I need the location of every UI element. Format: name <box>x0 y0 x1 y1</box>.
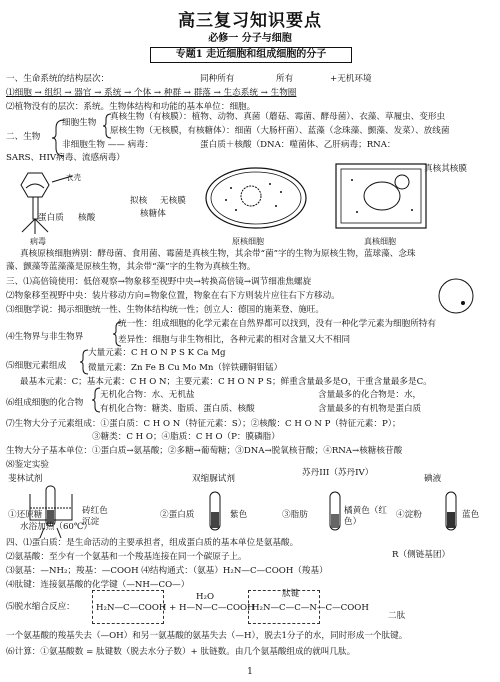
reagent-iodine: 碘液 <box>424 474 442 484</box>
label-no-membrane: 无核膜 <box>160 196 186 206</box>
virus-diagram <box>8 168 108 238</box>
image-moving: ⑵物象移至视野中央：装片移动方向=物象位置，物象在右下方则装片应往右下方移动。 <box>6 291 340 301</box>
living-nonliving: ⑷生物界与非生物界 <box>6 332 84 342</box>
label-environment: +无机环境 <box>330 74 372 84</box>
blue-result: 蓝色 <box>462 510 480 520</box>
label-same-species: 同种所有 <box>200 74 235 84</box>
field-of-view-diagram <box>436 276 476 316</box>
caption-eukaryote: 真核细胞 <box>364 237 396 246</box>
trace-elements: 微量元素：Zn Fe B Cu Mo Mn（锌铁硼铜钼锰） <box>88 363 283 373</box>
virus-examples: SARS、HIV病毒、流感病毒） <box>6 153 125 163</box>
eukaryote-line: 真核生物（有核膜）：植物、动物、真菌（蘑菇、霉菌、酵母菌）、衣藻、草履虫、变形虫 <box>110 112 446 122</box>
structural-formula: ⑶氨基：—NH₂；羧基：—COOH ⑷结构通式：（氨基）H₂N—C—COOH（羧基） <box>6 566 328 576</box>
unity-line: 统一性：组成细胞的化学元素在自然界都可以找到，没有一种化学元素为细胞所特有 <box>118 319 436 329</box>
inorganic-compounds: 无机化合物：水、无机盐 <box>100 390 195 400</box>
sugar-lipid-elements: ③糖类：C H O；④脂质：C H O（P：膜磷脂） <box>92 432 280 442</box>
major-elements: 大量元素：C H O N P S K Ca Mg <box>88 348 226 358</box>
reagent-sudan: 苏丹III（苏丹IV） <box>302 468 374 478</box>
hierarchy-line: ⑴细胞 → 组织 → 器官 → 系统 → 个体 → 种群 → 群落 → 生态系统 → 生物圈 <box>6 88 297 98</box>
macromolecule-elements: ⑺生物大分子元素组成：①蛋白质：C H O N（特征元素：S）；②核酸：C H O N P（特征元素：P）； <box>6 419 401 429</box>
noncell-organism: 非细胞生物 —— 病毒： <box>62 140 154 150</box>
amino-acid-definition: ⑵氨基酸：至少有一个氨基和一个羧基连接在同一个碳原子上。 <box>6 552 247 562</box>
basic-elements: 最基本元素：C；基本元素：C H O N；主要元素：C H O N P S；鲜重含量最多是O，干重含量最多是C。 <box>20 377 432 387</box>
protein-definition: 四、⑴蛋白质：是生命活动的主要承担者，组成蛋白质的基本单位是氨基酸。 <box>6 538 299 548</box>
page-number: 1 <box>247 667 253 677</box>
distinguish-line-2: 藻、颤藻等蓝藻藻是原核生物，其余带“藻”字的生物为真核生物。 <box>6 262 256 272</box>
element-composition: ⑸细胞元素组成 <box>6 361 67 371</box>
compounds-label: ⑹组成细胞的化合物 <box>6 398 84 408</box>
starch-test: ④淀粉 <box>396 510 422 520</box>
topic-box: 专题1 走近细胞和组成细胞的分子 <box>150 47 352 63</box>
prokaryote-diagram <box>196 162 316 234</box>
page-subtitle: 必修一 分子与细胞 <box>208 33 292 44</box>
difference-line: 差异性：细胞与非生物相比，各种元素的相对含量又大不相同 <box>118 335 351 345</box>
cell-theory: ⑶细胞学说：揭示细胞统一性、生物体结构统一性；创立人：德国的施莱登、施旺。 <box>6 305 324 315</box>
side-chain-label: R（侧链基团） <box>392 550 451 560</box>
peptide-bond-label: 肽键 <box>282 589 300 599</box>
label-eukaryote-nucleus: 真核其核膜 <box>424 164 467 174</box>
most-abundant-compound: 含量最多的化合物是：水， <box>318 390 422 400</box>
calculation-rule: ⑹计算：①氨基酸数 = 肽键数（脱去水分子数）+ 肽链数。由几个氨基酸组成的就叫几肽。 <box>6 647 356 657</box>
organic-compounds: 有机化合物：糖类、脂质、蛋白质、核酸 <box>100 404 255 414</box>
water-bath: 水浴加热（60℃） <box>20 522 93 532</box>
s1-heading: 一、生命系统的结构层次： <box>6 74 110 84</box>
fat-test: ③脂肪 <box>282 510 308 520</box>
label-ribosome: 核糖体 <box>140 209 166 219</box>
plant-levels: ⑵植物没有的层次：系统。生物体结构和功能的基本单位：细胞。 <box>6 102 256 112</box>
organism-label: 二、生物 <box>6 132 41 142</box>
eukaryote-diagram <box>332 160 432 232</box>
reagent-fehling: 斐林试剂 <box>8 474 43 484</box>
cell-organism-label: 细胞生物 <box>62 118 97 128</box>
reagent-biuret: 双缩脲试剂 <box>192 474 235 484</box>
page-title: 高三复习知识要点 <box>178 11 322 31</box>
microscope-use: 三、⑴高倍镜使用：低倍观察→物象移至视野中央→转换高倍镜→调节细准焦螺旋 <box>6 277 312 287</box>
reaction-left: H₂N—C—COOH + H—N—C—COOH <box>96 603 255 613</box>
identification-experiments: ⑻鉴定实验 <box>6 460 49 470</box>
label-protein: 蛋白质 <box>38 213 64 223</box>
virus-composition: 蛋白质＋核酸（DNA：噬菌体、乙肝病毒；RNA： <box>200 140 396 150</box>
peptide-bond-definition: ⑷肽键：连接氨基酸的化学键（—NH—CO—） <box>6 580 190 590</box>
protein-test: ②蛋白质 <box>160 510 195 520</box>
brick-red-precipitate: 砖红色沉淀 <box>82 506 108 527</box>
label-nucleoid: 拟核 <box>130 196 148 206</box>
dehydration-condensation: ⑸脱水缩合反应： <box>6 602 75 612</box>
reaction-right: H₂N—C—C—N—C—COOH <box>252 603 369 613</box>
dipeptide-label: 二肽 <box>388 611 406 621</box>
purple-result: 紫色 <box>230 510 248 520</box>
label-all: 所有 <box>276 74 294 84</box>
most-abundant-organic: 含量最多的有机物是蛋白质 <box>318 404 422 414</box>
label-nucleic-acid: 核酸 <box>78 213 96 223</box>
orange-result: 橘黄色（红色） <box>344 506 387 527</box>
virus-structure-note: 衣壳 <box>66 173 81 182</box>
macromolecule-units: 生物大分子基本单位：①蛋白质→氨基酸；②多糖→葡萄糖；③DNA→脱氧核苷酸；④RNA→核糖核苷酸 <box>6 446 403 456</box>
prokaryote-line: 原核生物（无核膜，有核糖体）：细菌（大肠杆菌）、蓝藻（念珠藻、颤藻、发菜）、放线菌 <box>110 126 450 136</box>
caption-prokaryote: 原核细胞 <box>232 237 264 246</box>
distinguish-line-1: 真核原核细胞辨别：酵母菌、食用菌、霉菌是真核生物，其余带“菌”字的生物为原核生物，蓝球藻、念珠 <box>20 249 416 259</box>
water-label: H₂O <box>196 592 214 602</box>
dehydration-explanation: 一个氨基酸的羧基失去（—OH）和另一氨基酸的氨基失去（—H），脱去1分子的水，同时形成一个肽键。 <box>6 631 408 641</box>
caption-virus: 病毒 <box>30 237 46 246</box>
reducing-sugar: ①还原糖 <box>8 510 43 520</box>
